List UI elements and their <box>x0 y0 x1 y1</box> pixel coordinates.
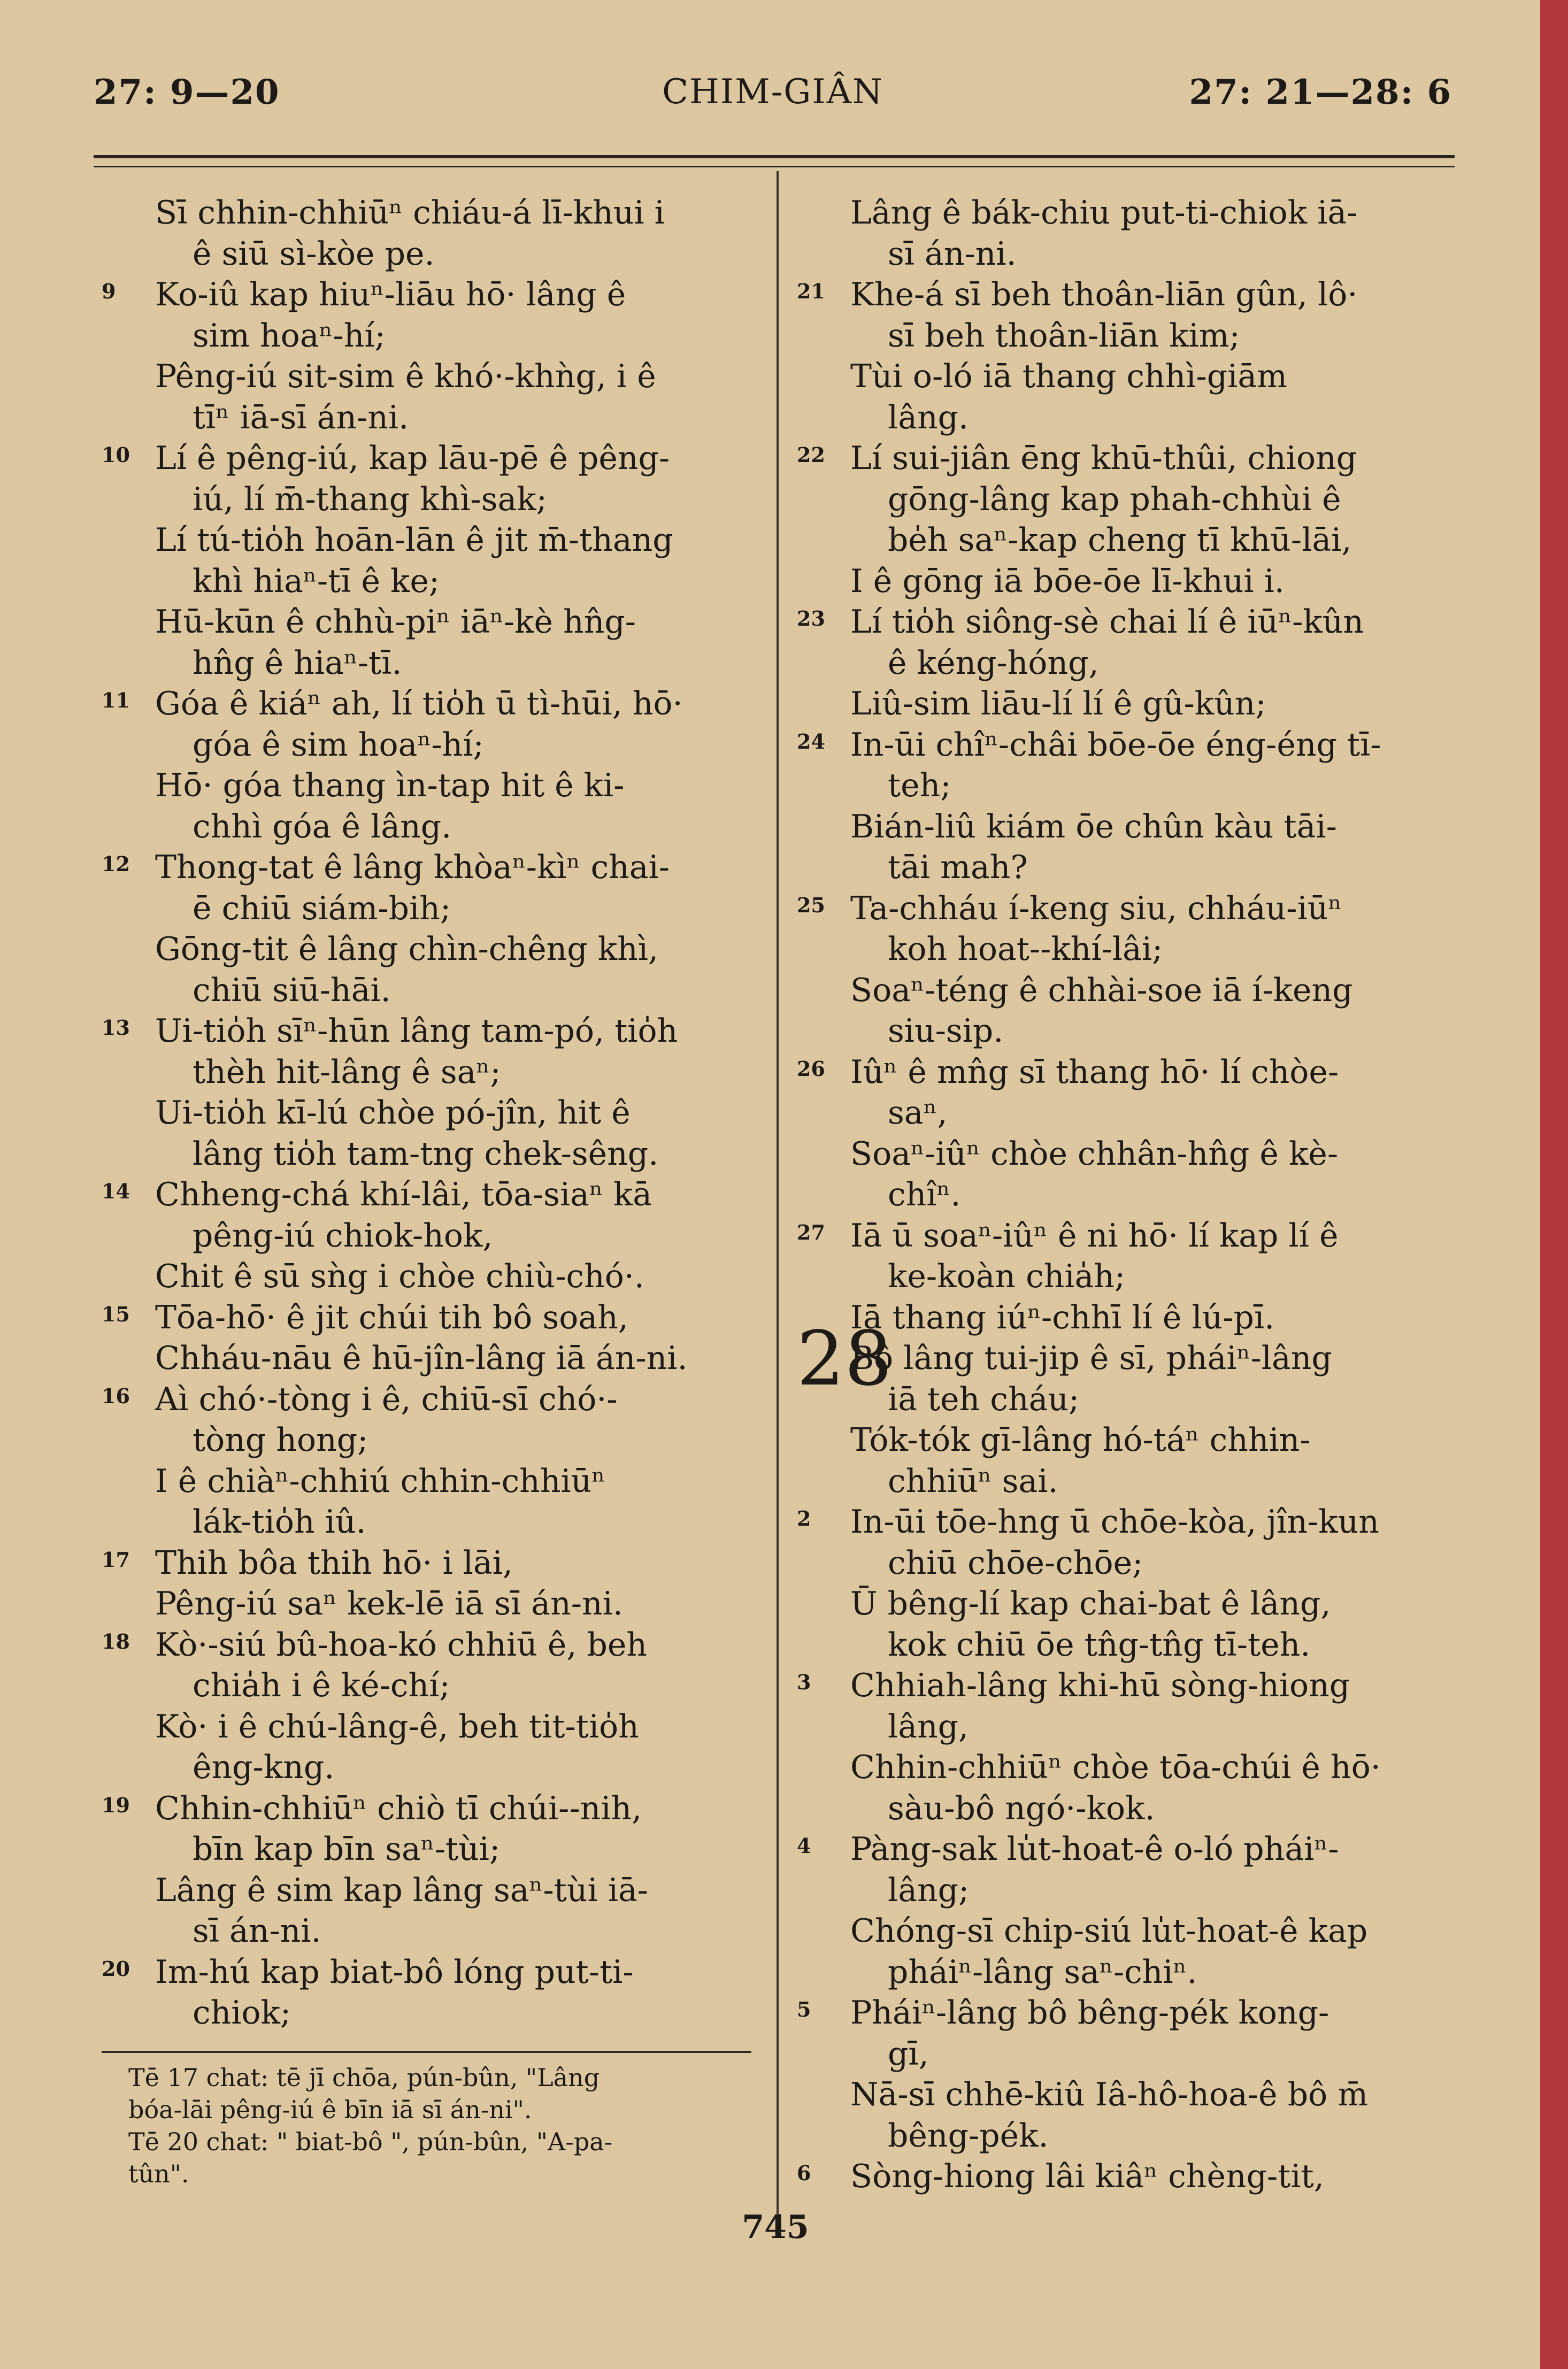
verse-line <box>797 438 1460 479</box>
verse-line <box>797 561 1460 602</box>
verse-text: Chháu-nāu ê hū-jîn-lâng iā án-ni. <box>155 1340 688 1377</box>
verse-line <box>797 1952 1460 1993</box>
verse-line <box>797 1747 1460 1788</box>
verse-line <box>102 765 765 806</box>
verse-line <box>797 888 1460 929</box>
verse-text: In-ūi tōe-hng ū chōe-kòa, jîn-kun <box>850 1503 1379 1541</box>
verse-line <box>102 561 765 602</box>
verse-text: Ta-chháu í-keng siu, chháu-iūⁿ <box>850 889 1342 927</box>
verse-text: sī án-ni. <box>888 235 1017 273</box>
verse-line <box>797 1174 1460 1216</box>
verse-text: tīⁿ iā-sī án-ni. <box>193 398 409 436</box>
verse-text: sī án-ni. <box>193 1912 321 1950</box>
verse-text: chiū siū-hāi. <box>193 971 391 1009</box>
verse-line <box>102 643 765 684</box>
verse-line <box>797 1134 1460 1175</box>
verse-line <box>797 316 1460 357</box>
verse-line <box>102 1952 765 1993</box>
verse-number: 13 <box>102 1016 130 1040</box>
verse-text: Bô lâng tui-jip ê sī, pháiⁿ-lâng <box>850 1340 1332 1377</box>
verse-text: Sòng-hiong lâi kiâⁿ chèng-tit, <box>850 2158 1324 2195</box>
header-rule <box>94 155 1455 167</box>
verse-text: iā teh cháu; <box>888 1380 1080 1418</box>
footnote-line: tûn". <box>128 2159 189 2188</box>
verse-text: lâng. <box>888 398 969 436</box>
verse-line <box>797 1216 1460 1257</box>
verse-text: saⁿ, <box>888 1094 948 1132</box>
verse-line <box>102 1461 765 1502</box>
verse-line <box>797 1583 1460 1625</box>
verse-text: sim hoaⁿ-hí; <box>193 317 386 355</box>
footnote-line: bóa-lāi pêng-iú ê bīn iā sī án-ni". <box>128 2095 532 2124</box>
verse-text: be̍h saⁿ-kap cheng tī khū-lāi, <box>888 521 1352 559</box>
verse-line <box>102 1788 765 1829</box>
verse-text: In-ūi chîⁿ-châi bōe-ōe éng-éng tī- <box>850 726 1381 764</box>
verse-text: khì hiaⁿ-tī ê ke; <box>193 562 440 600</box>
verse-number: 26 <box>797 1056 825 1081</box>
verse-line <box>102 970 765 1011</box>
verse-text: ê kéng-hóng, <box>888 644 1099 682</box>
verse-text: ke-koàn chia̍h; <box>888 1258 1126 1295</box>
verse-text: tāi mah? <box>888 849 1028 886</box>
verse-text: Lí sui-jiân ēng khū-thûi, chiong <box>850 440 1357 477</box>
verse-text: êng-kng. <box>193 1749 335 1786</box>
verse-line <box>797 2034 1460 2075</box>
verse-line <box>102 1829 765 1870</box>
verse-number: 18 <box>102 1629 130 1653</box>
chapter-number: 28 <box>797 1316 893 1403</box>
verse-text: pháiⁿ-lâng saⁿ-chiⁿ. <box>888 1953 1197 1991</box>
verse-text: Ui-tio̍h kī-lú chòe pó-jîn, hit ê <box>155 1094 631 1132</box>
verse-number: 4 <box>797 1834 811 1858</box>
verse-text: Gōng-tit ê lâng chìn-chêng khì, <box>155 930 659 968</box>
verse-text: Thong-tat ê lâng khòaⁿ-kìⁿ chai- <box>155 849 670 886</box>
verse-line <box>102 1543 765 1584</box>
verse-line <box>102 479 765 520</box>
verse-line <box>102 806 765 848</box>
verse-number: 27 <box>797 1220 825 1244</box>
verse-text: Chhin-chhiūⁿ chòe tōa-chúi ê hō· <box>850 1749 1381 1786</box>
verse-text: pêng-iú chiok-hok, <box>193 1217 493 1255</box>
verse-text: chiok; <box>193 1994 291 2032</box>
verse-line <box>102 1379 765 1420</box>
book-spine-edge <box>1540 0 1568 2369</box>
verse-number: 6 <box>797 2161 811 2185</box>
verse-text: góa ê sim hoaⁿ-hí; <box>193 726 484 764</box>
verse-number: 19 <box>102 1793 130 1817</box>
verse-line <box>102 1420 765 1461</box>
verse-text: lâng, <box>888 1707 969 1745</box>
verse-number: 14 <box>102 1179 130 1203</box>
verse-line <box>102 1134 765 1175</box>
verse-line <box>797 1297 1460 1339</box>
verse-text: Hō· góa thang ìn-tap hit ê ki- <box>155 767 625 804</box>
verse-line <box>797 1665 1460 1706</box>
verse-text: Tōa-hō· ê jit chúi tih bô soah, <box>155 1298 628 1336</box>
verse-text: lák-tio̍h iû. <box>193 1503 366 1541</box>
verse-text: Kò· i ê chú-lâng-ê, beh tit-tio̍h <box>155 1707 639 1745</box>
verse-line <box>102 1174 765 1216</box>
verse-line <box>797 602 1460 643</box>
verse-line <box>102 602 765 643</box>
footnote-line: Tē 20 chat: " biat-bô ", pún-bûn, "A-pa- <box>128 2127 613 2156</box>
verse-number: 9 <box>102 279 116 303</box>
verse-text: hn̂g ê hiaⁿ-tī. <box>193 644 402 682</box>
verse-text: tòng hong; <box>193 1421 368 1459</box>
verse-text: Pháiⁿ-lâng bô bêng-pék kong- <box>850 1994 1329 2032</box>
verse-line <box>102 929 765 970</box>
verse-text: Chóng-sī chip-siú lu̍t-hoat-ê kap <box>850 1912 1368 1950</box>
verse-line <box>797 1420 1460 1461</box>
verse-line <box>797 397 1460 439</box>
verse-text: Liû-sim liāu-lí lí ê gû-kûn; <box>850 685 1266 722</box>
header-left-reference: 27: 9—20 <box>94 72 280 112</box>
verse-line <box>102 1052 765 1093</box>
verse-line <box>797 234 1460 275</box>
footnote-rule <box>102 2051 751 2053</box>
verse-text: Soaⁿ-iûⁿ chòe chhân-hn̂g ê kè- <box>850 1135 1339 1173</box>
verse-text: bêng-pék. <box>888 2117 1049 2155</box>
verse-text: lâng; <box>888 1871 970 1909</box>
verse-text: Kò·-siú bû-hoa-kó chhiū ê, beh <box>155 1626 648 1664</box>
verse-text: Tók-tók gī-lâng hó-táⁿ chhin- <box>850 1421 1311 1459</box>
footnote-line: Tē 17 chat: tē jī chōa, pún-bûn, "Lâng <box>128 2063 600 2092</box>
verse-text: bīn kap bīn saⁿ-tùi; <box>193 1830 501 1868</box>
verse-text: Ui-tio̍h sīⁿ-hūn lâng tam-pó, tio̍h <box>155 1012 678 1050</box>
verse-text: Chhin-chhiūⁿ chiò tī chúi--nih, <box>155 1789 642 1827</box>
verse-line <box>102 888 765 929</box>
verse-line <box>797 643 1460 684</box>
verse-text: Sī chhin-chhiūⁿ chiáu-á lī-khui i <box>155 194 665 232</box>
verse-text: Bián-liû kiám ōe chûn kàu tāi- <box>850 807 1337 845</box>
verse-text: Pêng-iú saⁿ kek-lē iā sī án-ni. <box>155 1585 623 1622</box>
verse-text: ê siū sì-kòe pe. <box>193 235 435 273</box>
verse-text: teh; <box>888 767 951 804</box>
verse-text: Soaⁿ-téng ê chhài-soe iā í-keng <box>850 971 1353 1009</box>
verse-line <box>102 397 765 439</box>
verse-text: Iā thang iúⁿ-chhī lí ê lú-pī. <box>850 1298 1275 1336</box>
verse-text: Lâng ê sim kap lâng saⁿ-tùi iā- <box>155 1871 649 1909</box>
verse-line <box>797 1502 1460 1543</box>
verse-text: chhiūⁿ sai. <box>888 1462 1058 1500</box>
verse-text: koh hoat--khí-lâi; <box>888 930 1163 968</box>
verse-text: Chhiah-lâng khi-hū sòng-hiong <box>850 1667 1350 1704</box>
verse-line <box>102 234 765 275</box>
verse-number: 24 <box>797 729 825 753</box>
header-right-reference: 27: 21—28: 6 <box>1189 72 1452 112</box>
verse-line <box>797 683 1460 725</box>
verse-line <box>102 438 765 479</box>
verse-text: Lí tú-tio̍h hoān-lān ê jit m̄-thang <box>155 521 673 559</box>
verse-number: 17 <box>102 1547 130 1572</box>
verse-text: sī beh thoân-liān kim; <box>888 317 1240 355</box>
verse-line <box>797 1461 1460 1502</box>
right-column <box>797 193 1460 2197</box>
verse-text: Nā-sī chhē-kiû Iâ-hô-hoa-ê bô m̄ <box>850 2076 1369 2113</box>
verse-number: 20 <box>102 1956 130 1981</box>
verse-line <box>797 1993 1460 2034</box>
verse-text: gōng-lâng kap phah-chhùi ê <box>888 480 1341 518</box>
left-column <box>102 193 765 2034</box>
verse-line <box>797 193 1460 234</box>
verse-text: lâng tio̍h tam-tng chek-sêng. <box>193 1135 659 1173</box>
verse-number: 2 <box>797 1506 811 1530</box>
verse-line <box>797 970 1460 1011</box>
verse-text: thèh hit-lâng ê saⁿ; <box>193 1053 501 1091</box>
verse-line <box>102 274 765 316</box>
verse-line <box>102 1706 765 1748</box>
verse-text: I ê chiàⁿ-chhiú chhin-chhiūⁿ <box>155 1462 606 1500</box>
verse-line <box>797 1911 1460 1952</box>
verse-line <box>797 1543 1460 1584</box>
verse-line <box>102 316 765 357</box>
footnotes <box>128 2062 759 2190</box>
verse-text: Khe-á sī beh thoân-liān gûn, lô· <box>850 276 1358 313</box>
verse-number: 25 <box>797 893 825 917</box>
verse-line <box>102 1216 765 1257</box>
verse-number: 12 <box>102 852 130 876</box>
running-header <box>94 61 1452 120</box>
verse-line <box>102 1583 765 1625</box>
verse-number: 23 <box>797 606 825 630</box>
verse-line <box>102 1993 765 2034</box>
verse-line <box>797 356 1460 397</box>
verse-line <box>102 1093 765 1134</box>
verse-text: Pêng-iú sit-sim ê khó·-khǹg, i ê <box>155 358 656 395</box>
verse-line <box>797 1052 1460 1093</box>
verse-line <box>797 1011 1460 1052</box>
verse-text: Chheng-chá khí-lâi, tōa-siaⁿ kā <box>155 1176 652 1213</box>
verse-number: 15 <box>102 1302 130 1326</box>
verse-number: 5 <box>797 1997 811 2021</box>
verse-line <box>797 2156 1460 2197</box>
verse-number: 22 <box>797 443 825 467</box>
verse-line <box>797 274 1460 316</box>
verse-line <box>797 1093 1460 1134</box>
verse-line <box>797 725 1460 766</box>
verse-number: 16 <box>102 1383 130 1408</box>
verse-line <box>102 193 765 234</box>
verse-number: 21 <box>797 279 825 303</box>
verse-text: ē chiū siám-bih; <box>193 889 451 927</box>
verse-text: Aì chó·-tòng i ê, chiū-sī chó·- <box>155 1380 618 1418</box>
verse-line <box>102 1625 765 1666</box>
verse-text: Góa ê kiáⁿ ah, lí tio̍h ū tì-hūi, hō· <box>155 685 683 722</box>
verse-line <box>797 520 1460 561</box>
verse-line <box>102 356 765 397</box>
verse-line <box>797 1379 1460 1420</box>
verse-line <box>797 847 1460 888</box>
verse-line <box>797 2116 1460 2157</box>
verse-text: Lâng ê bák-chiu put-ti-chiok iā- <box>850 194 1358 232</box>
verse-line <box>102 520 765 561</box>
verse-line <box>797 1829 1460 1870</box>
verse-line <box>102 1297 765 1339</box>
verse-number: 10 <box>102 443 130 467</box>
verse-text: Thih bôa thih hō· i lāi, <box>155 1544 513 1582</box>
verse-text: Tùi o-ló iā thang chhì-giām <box>850 358 1288 395</box>
verse-text: chhì góa ê lâng. <box>193 807 452 845</box>
verse-text: siu-sip. <box>888 1012 1004 1050</box>
header-title: CHIM-GIÂN <box>662 72 883 112</box>
verse-line <box>102 1011 765 1052</box>
verse-text: I ê gōng iā bōe-ōe lī-khui i. <box>850 562 1285 600</box>
verse-text: Ū bêng-lí kap chai-bat ê lâng, <box>850 1585 1331 1622</box>
column-divider <box>777 171 779 2214</box>
verse-line <box>102 1256 765 1297</box>
verse-text: Iā ū soaⁿ-iûⁿ ê ni hō· lí kap lí ê <box>850 1217 1339 1255</box>
verse-text: Lí tio̍h siông-sè chai lí ê iūⁿ-kûn <box>850 603 1364 641</box>
verse-text: chia̍h i ê ké-chí; <box>193 1667 450 1704</box>
verse-line <box>102 1870 765 1911</box>
page-number: 745 <box>742 2209 809 2246</box>
verse-line <box>797 1870 1460 1911</box>
verse-line <box>797 929 1460 970</box>
verse-line <box>797 2074 1460 2116</box>
verse-text: Ko-iû kap hiuⁿ-liāu hō· lâng ê <box>155 276 626 313</box>
verse-line <box>102 1502 765 1543</box>
verse-line <box>102 725 765 766</box>
verse-text: sàu-bô ngó·-kok. <box>888 1789 1155 1827</box>
verse-line <box>797 1706 1460 1748</box>
verse-line <box>102 1747 765 1788</box>
verse-line <box>102 847 765 888</box>
verse-line <box>102 1338 765 1379</box>
verse-number: 11 <box>102 688 130 712</box>
verse-text: chîⁿ. <box>888 1176 961 1213</box>
verse-text: Im-hú kap biat-bô lóng put-ti- <box>155 1953 634 1991</box>
verse-line <box>797 1788 1460 1829</box>
verse-line <box>797 806 1460 848</box>
verse-number: 3 <box>797 1670 811 1694</box>
verse-text: kok chiū ōe tn̂g-tn̂g tī-teh. <box>888 1626 1311 1664</box>
verse-text: Iûⁿ ê mn̂g sī thang hō· lí chòe- <box>850 1053 1339 1091</box>
verse-text: Hū-kūn ê chhù-piⁿ iāⁿ-kè hn̂g- <box>155 603 636 641</box>
verse-line <box>102 1911 765 1952</box>
verse-text: chiū chōe-chōe; <box>888 1544 1143 1582</box>
verse-text: Lí ê pêng-iú, kap lāu-pē ê pêng- <box>155 440 670 477</box>
verse-line <box>102 683 765 725</box>
verse-line <box>797 1256 1460 1297</box>
verse-line <box>797 479 1460 520</box>
verse-text: Chit ê sū sǹg i chòe chiù-chó·. <box>155 1258 644 1295</box>
verse-text: Pàng-sak lu̍t-hoat-ê o-ló pháiⁿ- <box>850 1830 1339 1868</box>
verse-line <box>797 765 1460 806</box>
verse-text: gī, <box>888 2035 929 2073</box>
verse-text: iú, lí m̄-thang khì-sak; <box>193 480 547 518</box>
verse-line <box>797 1625 1460 1666</box>
verse-line <box>102 1665 765 1706</box>
